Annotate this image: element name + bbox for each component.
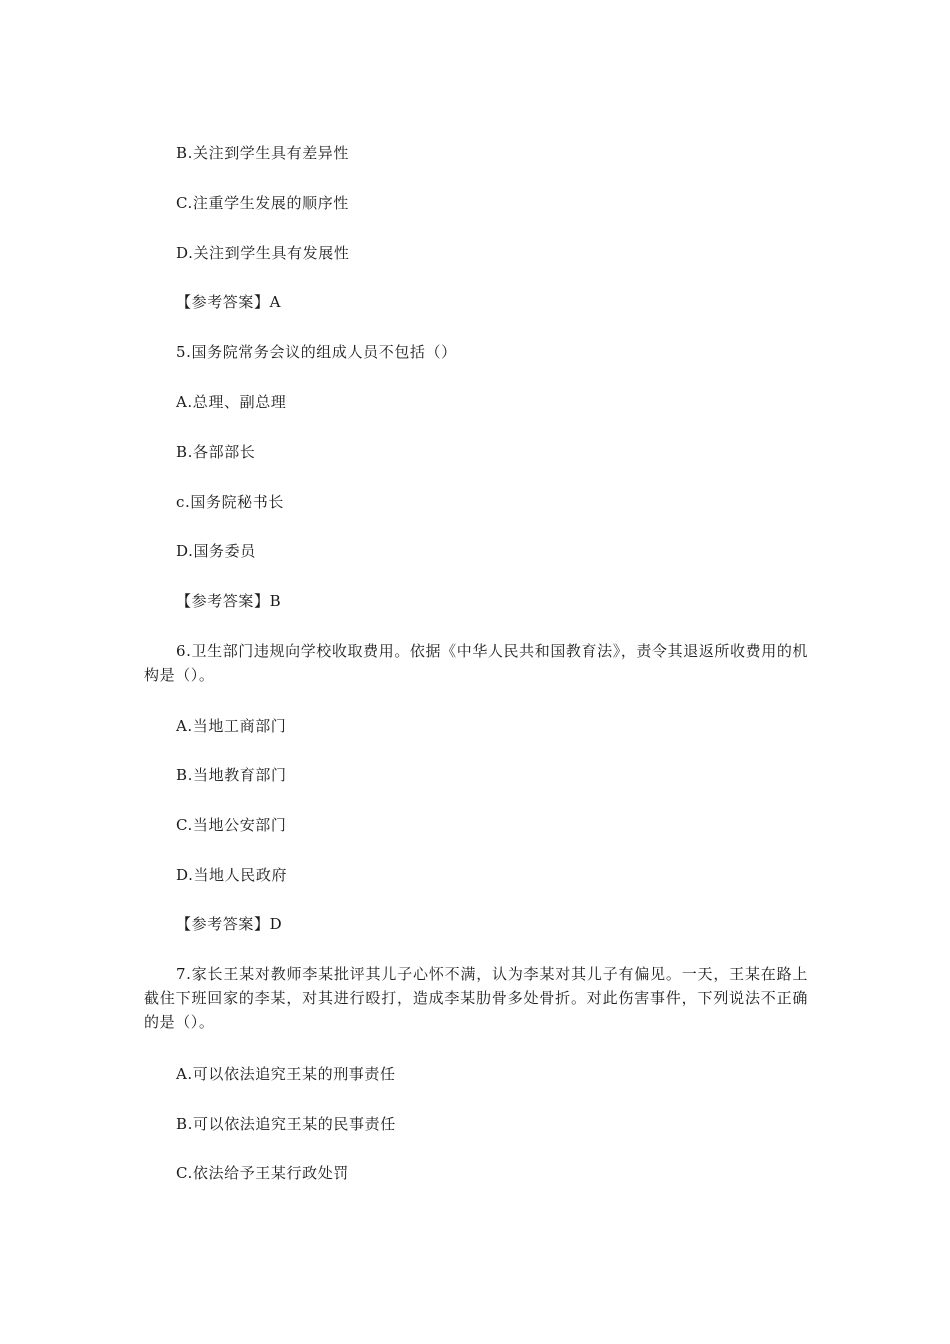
option-c-q6: C.当地公安部门 [176, 816, 287, 834]
option-b-q6: B.当地教育部门 [176, 766, 287, 784]
option-c-q7: C.依法给予王某行政处罚 [176, 1164, 349, 1182]
answer-q6: 【参考答案】D [176, 915, 283, 933]
option-b-q4: B.关注到学生具有差异性 [176, 144, 349, 162]
option-c-q5: c.国务院秘书长 [176, 493, 284, 511]
option-d-q6: D.当地人民政府 [176, 866, 288, 884]
option-a-q6: A.当地工商部门 [176, 717, 287, 735]
question-6: 6.卫生部门违规向学校收取费用。依据《中华人民共和国教育法》，责令其退返所收费用的机构是（）。 [144, 642, 809, 684]
option-b-q5: B.各部部长 [176, 443, 256, 461]
option-a-q7: A.可以依法追究王某的刑事责任 [176, 1065, 396, 1083]
question-5: 5.国务院常务会议的组成人员不包括（） [176, 343, 457, 361]
answer-q4: 【参考答案】A [176, 293, 282, 311]
answer-q5: 【参考答案】B [176, 592, 282, 610]
option-b-q7: B.可以依法追究王某的民事责任 [176, 1115, 396, 1133]
option-d-q5: D.国务委员 [176, 542, 256, 560]
option-d-q4: D.关注到学生具有发展性 [176, 244, 350, 262]
question-7: 7.家长王某对教师李某批评其儿子心怀不满，认为李某对其儿子有偏见。一天，王某在路上截住下班回家的李某，对其进行殴打，造成李某肋骨多处骨折。对此伤害事件，下列说法不正确的是（）。 [144, 965, 808, 1031]
option-a-q5: A.总理、副总理 [176, 393, 287, 411]
option-c-q4: C.注重学生发展的顺序性 [176, 194, 349, 212]
